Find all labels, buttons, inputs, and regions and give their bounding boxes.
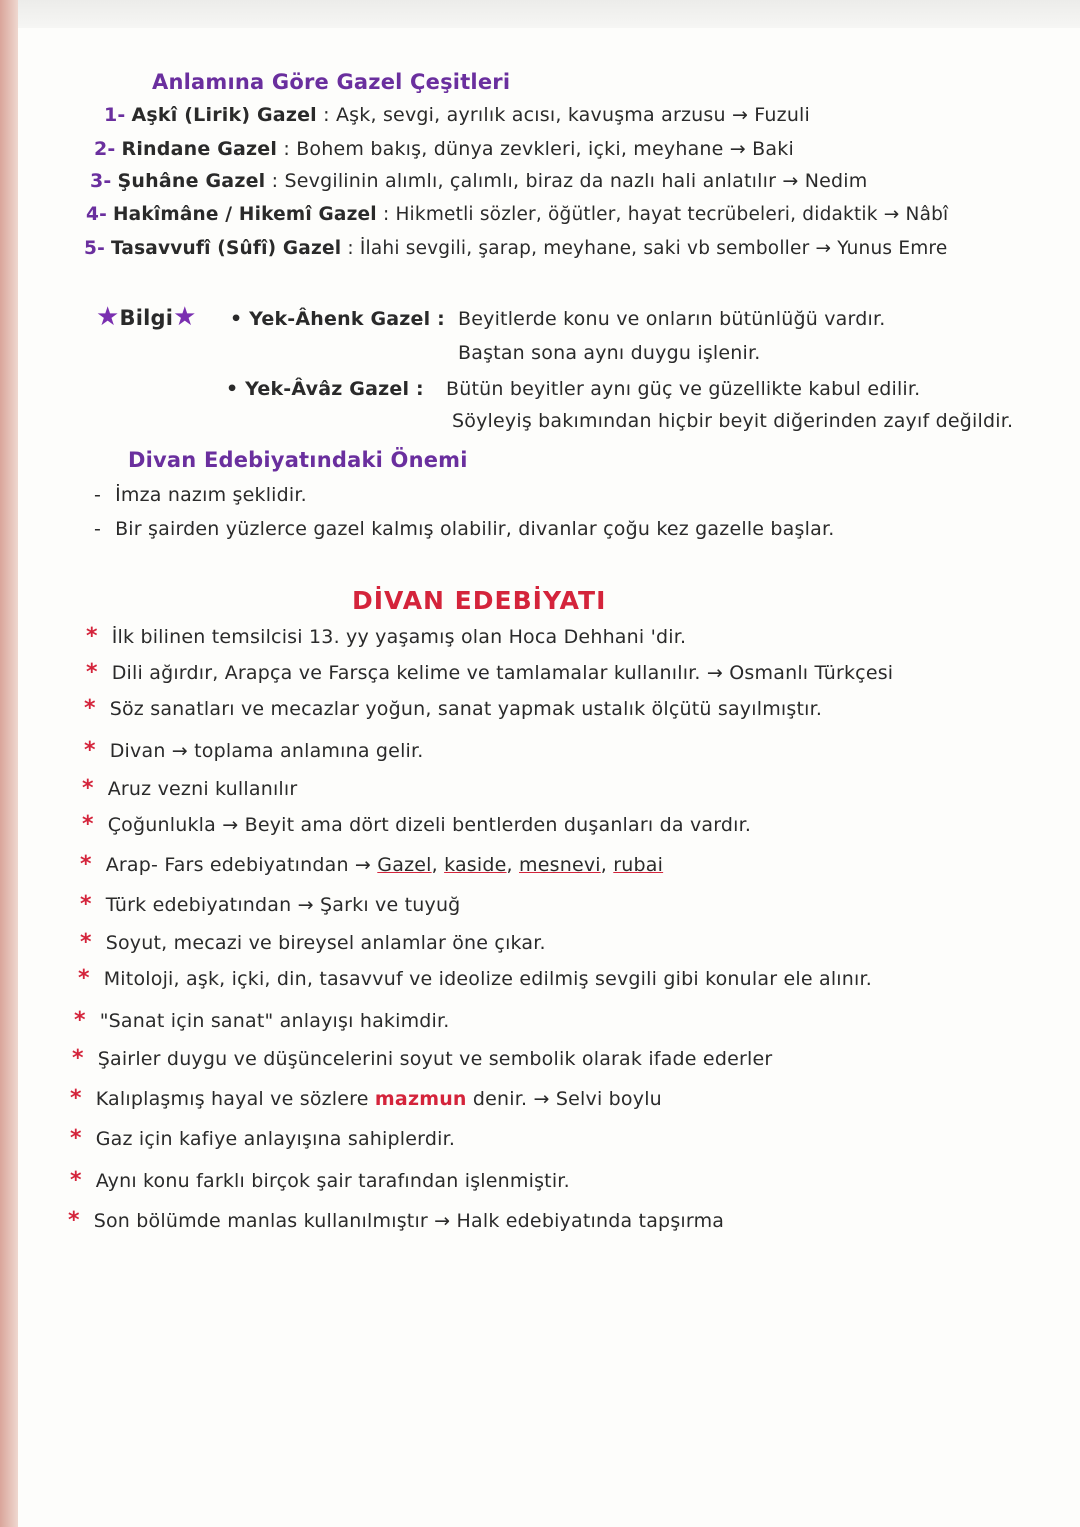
onemi-item: [94, 518, 834, 540]
list-number: 5-: [84, 238, 105, 259]
asterisk-icon: *: [86, 660, 98, 685]
bilgi-heading: [96, 302, 197, 332]
mazmun-prefix: Kalıplaşmış hayal ve sözlere: [95, 1088, 369, 1110]
yek-avaz-name: • Yek-Âvâz Gazel :: [226, 378, 424, 400]
bilgi-label: Bilgi: [119, 306, 174, 330]
asterisk-icon: *: [78, 966, 90, 991]
mazmun-term: mazmun: [374, 1088, 467, 1110]
divan-item-text: Divan → toplama anlamına gelir.: [109, 740, 424, 762]
gazel-type-desc: : İlahi sevgili, şarap, meyhane, saki vb semboller → Yunus Emre: [347, 238, 948, 259]
asterisk-icon: *: [86, 624, 98, 649]
divan-item-text: Çoğunlukla → Beyit ama dört dizeli bentlerden duşanları da vardır.: [107, 814, 752, 836]
divan-item: [86, 624, 686, 649]
onemi-item-text: İmza nazım şeklidir.: [115, 484, 307, 506]
paper-top-edge: [0, 0, 1080, 28]
onemi-title: Divan Edebiyatındaki Önemi: [128, 448, 468, 472]
gazel-type-name: Şuhâne Gazel: [117, 170, 266, 192]
asterisk-icon: *: [70, 1086, 82, 1111]
asterisk-icon: *: [70, 1126, 82, 1151]
gazel-type-2: [94, 138, 794, 160]
list-number: 2-: [94, 138, 116, 160]
divan-item: [78, 966, 872, 991]
gazel-type-3: [90, 170, 867, 192]
asterisk-icon: *: [68, 1208, 80, 1233]
yek-ahenk-line1: Beyitlerde konu ve onların bütünlüğü vardır.: [458, 308, 886, 330]
divan-item-text: İlk bilinen temsilcisi 13. yy yaşamış olan Hoca Dehhani 'dir.: [111, 626, 687, 648]
divan-item: [70, 1126, 455, 1151]
divan-item-text: Aynı konu farklı birçok şair tarafından işlenmiştir.: [95, 1170, 570, 1192]
list-number: 1-: [104, 104, 126, 126]
form-kaside: kaside: [444, 854, 507, 876]
divan-item: [80, 892, 460, 917]
mazmun-suffix: denir. → Selvi boylu: [472, 1088, 662, 1110]
divan-item-text: Son bölümde manlas kullanılmıştır → Halk edebiyatında tapşırma: [93, 1210, 725, 1232]
gazel-type-name: Rindane Gazel: [121, 138, 278, 160]
dash-bullet: -: [94, 518, 102, 540]
yek-avaz-line2: Söyleyiş bakımından hiçbir beyit diğerinden zayıf değildir.: [452, 410, 1014, 432]
divan-item: [86, 660, 893, 685]
yek-avaz-line1: Bütün beyitler aynı güç ve güzellikte kabul edilir.: [446, 378, 921, 400]
divan-item-arap-fars: * Arap- Fars edebiyatından → Gazel, kaside, mesnevi, rubai: [80, 852, 664, 877]
divan-item-text: Aruz vezni kullanılır: [107, 778, 298, 800]
form-mesnevi: mesnevi: [519, 854, 601, 876]
gazel-type-1: [104, 104, 810, 126]
divan-item-text: Söz sanatları ve mecazlar yoğun, sanat yapmak ustalık ölçütü sayılmıştır.: [109, 698, 823, 720]
arap-fars-prefix: Arap- Fars edebiyatından →: [105, 854, 372, 876]
asterisk-icon: *: [70, 1168, 82, 1193]
gazel-type-name: Hakîmâne / Hikemî Gazel: [112, 204, 377, 225]
divan-item: [70, 1168, 570, 1193]
asterisk-icon: *: [82, 776, 94, 801]
divan-item-text: Şairler duygu ve düşüncelerini soyut ve sembolik olarak ifade ederler: [97, 1048, 773, 1070]
paper-left-edge: [0, 0, 18, 1527]
divan-item-text: "Sanat için sanat" anlayışı hakimdir.: [99, 1010, 450, 1032]
divan-item: [72, 1046, 772, 1071]
divan-item-text: Mitoloji, aşk, içki, din, tasavvuf ve ideolize edilmiş sevgili gibi konular ele alınır.: [103, 968, 873, 990]
divan-item: [84, 738, 424, 763]
divan-item-text: Dili ağırdır, Arapça ve Farsça kelime ve tamlamalar kullanılır. → Osmanlı Türkçesi: [111, 662, 894, 684]
divan-item: [74, 1008, 450, 1033]
list-number: 4-: [86, 204, 107, 225]
asterisk-icon: *: [82, 812, 94, 837]
dash-bullet: -: [94, 484, 102, 506]
asterisk-icon: *: [84, 738, 96, 763]
asterisk-icon: *: [80, 852, 92, 877]
asterisk-icon: *: [74, 1008, 86, 1033]
onemi-item: [94, 484, 307, 506]
divan-item: [80, 930, 546, 955]
divan-item: [82, 776, 297, 801]
star-icon: ★: [173, 302, 197, 332]
gazel-type-desc: : Hikmetli sözler, öğütler, hayat tecrübeleri, didaktik → Nâbî: [382, 204, 949, 225]
asterisk-icon: *: [80, 930, 92, 955]
gazel-type-4: [86, 204, 948, 225]
gazel-type-desc: : Sevgilinin alımlı, çalımlı, biraz da nazlı hali anlatılır → Nedim: [271, 170, 868, 192]
divan-item: [82, 812, 751, 837]
gazel-types-title: Anlamına Göre Gazel Çeşitleri: [152, 70, 511, 94]
asterisk-icon: *: [72, 1046, 84, 1071]
form-gazel: Gazel: [377, 854, 432, 876]
gazel-type-desc: : Aşk, sevgi, ayrılık acısı, kavuşma arzusu → Fuzuli: [323, 104, 811, 126]
form-rubai: rubai: [613, 854, 664, 876]
asterisk-icon: *: [80, 892, 92, 917]
asterisk-icon: *: [84, 696, 96, 721]
divan-item: [84, 696, 822, 721]
divan-item-text: Türk edebiyatından → Şarkı ve tuyuğ: [105, 894, 461, 916]
yek-ahenk-line2: Baştan sona aynı duygu işlenir.: [458, 342, 761, 364]
list-number: 3-: [90, 170, 112, 192]
divan-item: [68, 1208, 724, 1233]
divan-item-text: Soyut, mecazi ve bireysel anlamlar öne çıkar.: [105, 932, 546, 954]
divan-item-text: Gaz için kafiye anlayışına sahiplerdir.: [95, 1128, 456, 1150]
gazel-type-name: Tasavvufî (Sûfî) Gazel: [110, 238, 342, 259]
star-icon: ★: [96, 302, 120, 332]
divan-title: DİVAN EDEBİYATI: [352, 586, 607, 615]
divan-item-mazmun: [70, 1086, 662, 1111]
gazel-type-5: [84, 238, 947, 259]
onemi-item-text: Bir şairden yüzlerce gazel kalmış olabilir, divanlar çoğu kez gazelle başlar.: [115, 518, 835, 540]
gazel-type-desc: : Bohem bakış, dünya zevkleri, içki, meyhane → Baki: [283, 138, 794, 160]
yek-ahenk-name: • Yek-Âhenk Gazel :: [230, 308, 445, 330]
gazel-type-name: Aşkî (Lirik) Gazel: [131, 104, 317, 126]
